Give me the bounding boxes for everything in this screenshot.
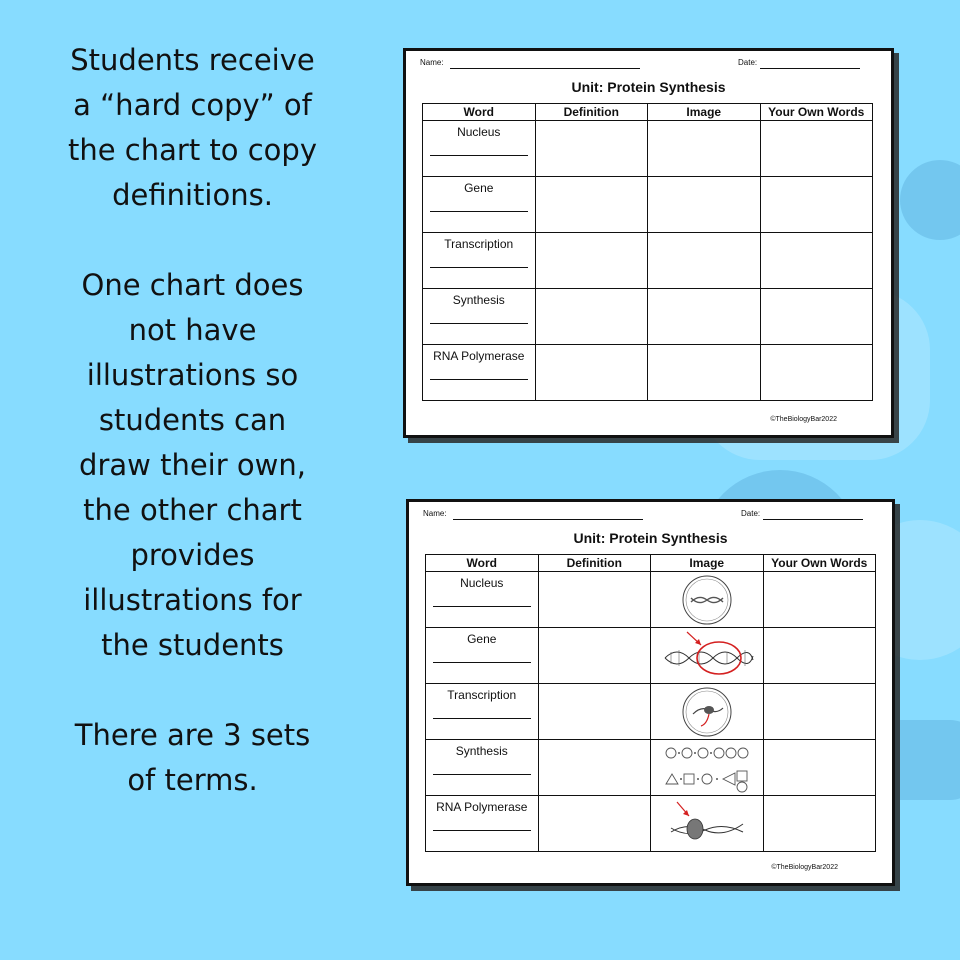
image-cell [648,177,761,233]
word-line [430,155,528,156]
definition-cell [538,796,651,852]
word-transcription: Transcription [447,688,517,702]
table-row [426,684,876,740]
table-row [426,796,876,852]
word-nucleus: Nucleus [457,125,501,139]
word-rna-polymerase: RNA Polymerase [433,349,525,363]
table-row [423,233,873,289]
word-line [433,830,531,831]
word-rna-polymerase: RNA Polymerase [436,800,528,814]
word-nucleus: Nucleus [460,576,504,590]
table-row [423,345,873,401]
gene-illustration [657,628,757,683]
word-synthesis: Synthesis [452,293,505,307]
description-text [40,38,345,848]
table-row [423,289,873,345]
definition-cell [538,572,651,628]
image-cell [648,345,761,401]
definition-cell [535,345,648,401]
own-words-cell [763,684,876,740]
header-word: Word [426,555,539,572]
table-row [426,572,876,628]
word-line [433,606,531,607]
header-definition: Definition [538,555,651,572]
own-words-cell [760,121,873,177]
definition-cell [538,740,651,796]
image-cell [648,233,761,289]
word-transcription: Transcription [444,237,514,251]
own-words-cell [763,740,876,796]
image-cell [648,121,761,177]
own-words-cell [760,233,873,289]
nucleus-illustration [657,572,757,627]
date-line [760,68,860,69]
definition-cell [535,233,648,289]
header-image: Image [648,104,761,121]
table-row [426,740,876,796]
word-line [430,323,528,324]
word-gene: Gene [467,632,497,646]
vocabulary-table [425,554,876,852]
worksheet-header [420,58,861,72]
image-cell [651,572,764,628]
description-paragraph-3: There are 3 sets of terms. [74,718,311,797]
name-label: Name: [420,58,444,67]
date-label: Date: [741,509,761,518]
table-row [423,121,873,177]
name-label: Name: [423,509,447,518]
date-line [763,519,863,520]
image-cell [651,796,764,852]
word-line [433,774,531,775]
own-words-cell [763,572,876,628]
definition-cell [538,684,651,740]
image-cell [648,289,761,345]
worksheet-header [423,509,862,523]
definition-cell [535,121,648,177]
header-own-words: Your Own Words [760,104,873,121]
definition-cell [535,177,648,233]
table-row [423,177,873,233]
table-row [426,628,876,684]
description-paragraph-1: Students receive a “hard copy” of the chart to copy definitions. [67,43,317,212]
image-cell [651,628,764,684]
transcription-illustration [657,684,757,739]
date-label: Date: [738,58,758,67]
image-cell [651,684,764,740]
worksheet-title: Unit: Protein Synthesis [571,79,726,95]
definition-cell [535,289,648,345]
word-line [433,662,531,663]
worksheet-blank-images [403,48,894,438]
copyright-text: ©TheBiologyBar2022 [770,416,837,423]
word-line [430,267,528,268]
image-cell [651,740,764,796]
header-image: Image [651,555,764,572]
header-own-words: Your Own Words [763,555,876,572]
worksheet-title: Unit: Protein Synthesis [573,530,728,546]
own-words-cell [760,289,873,345]
copyright-text: ©TheBiologyBar2022 [771,864,838,871]
definition-cell [538,628,651,684]
name-line [453,519,643,520]
rna-polymerase-illustration [657,796,757,851]
vocabulary-table [422,103,873,401]
own-words-cell [760,345,873,401]
worksheet-with-images [406,499,895,886]
word-synthesis: Synthesis [455,744,508,758]
word-line [433,718,531,719]
own-words-cell [763,796,876,852]
own-words-cell [760,177,873,233]
synthesis-illustration [657,740,757,795]
description-paragraph-2: One chart does not have illustrations so students can draw their own, the other chart provides illustrations for the students [79,268,306,662]
word-gene: Gene [464,181,494,195]
name-line [450,68,640,69]
header-definition: Definition [535,104,648,121]
header-word: Word [423,104,536,121]
word-line [430,379,528,380]
own-words-cell [763,628,876,684]
word-line [430,211,528,212]
